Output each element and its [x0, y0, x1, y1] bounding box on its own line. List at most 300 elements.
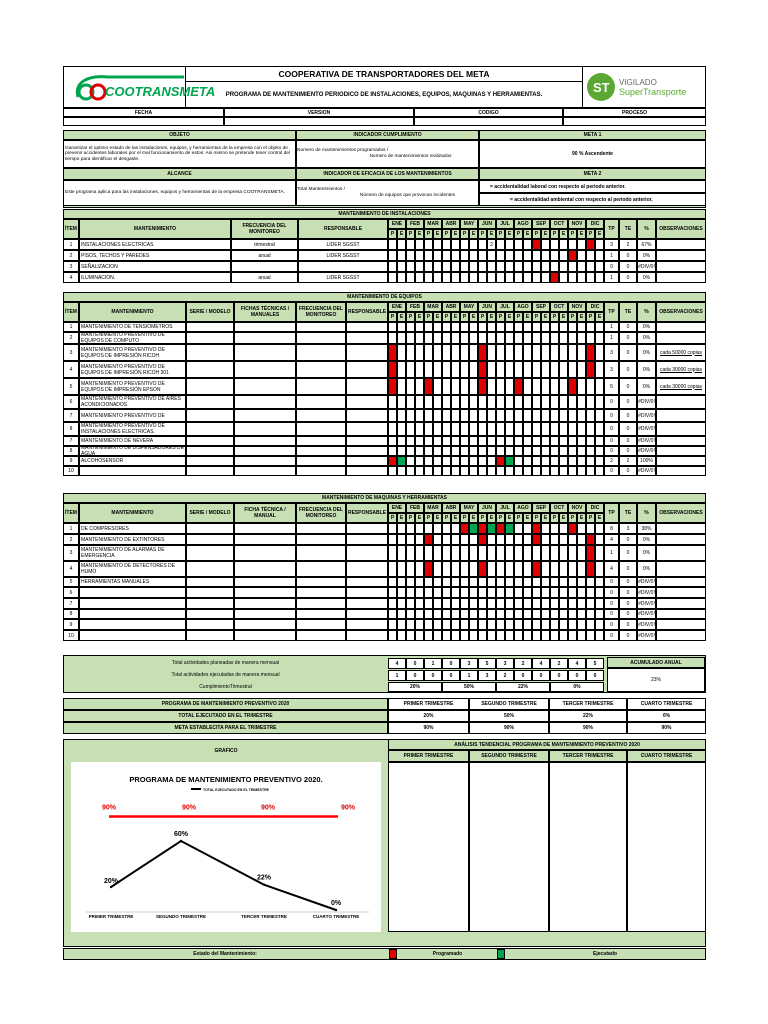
status-cell[interactable] [514, 630, 523, 641]
status-cell[interactable] [550, 409, 559, 422]
status-cell[interactable] [388, 446, 397, 456]
status-cell[interactable] [487, 534, 496, 545]
status-cell[interactable] [460, 587, 469, 598]
status-cell[interactable] [415, 378, 424, 395]
status-cell[interactable] [442, 619, 451, 630]
status-cell[interactable] [451, 619, 460, 630]
status-cell[interactable] [523, 261, 532, 272]
status-cell[interactable] [541, 344, 550, 361]
status-cell[interactable] [595, 361, 604, 378]
status-cell[interactable] [460, 466, 469, 476]
status-cell[interactable] [496, 561, 505, 577]
status-cell[interactable] [388, 272, 397, 283]
row-blank[interactable] [346, 534, 388, 545]
status-cell[interactable] [469, 344, 478, 361]
status-cell[interactable] [523, 322, 532, 332]
status-cell[interactable] [523, 523, 532, 534]
row-blank[interactable] [186, 361, 234, 378]
status-programado[interactable] [532, 523, 541, 534]
status-cell[interactable] [397, 272, 406, 283]
status-cell[interactable] [577, 523, 586, 534]
status-cell[interactable] [505, 598, 514, 609]
status-cell[interactable] [469, 361, 478, 378]
status-programado[interactable] [478, 378, 487, 395]
status-cell[interactable] [424, 630, 433, 641]
status-programado[interactable] [532, 239, 541, 250]
row-blank[interactable] [346, 577, 388, 587]
status-cell[interactable] [442, 261, 451, 272]
status-cell[interactable] [568, 619, 577, 630]
status-cell[interactable] [469, 395, 478, 409]
status-cell[interactable] [496, 598, 505, 609]
status-cell[interactable] [505, 561, 514, 577]
status-cell[interactable] [496, 446, 505, 456]
status-cell[interactable] [397, 344, 406, 361]
status-cell[interactable] [451, 422, 460, 436]
status-cell[interactable] [415, 361, 424, 378]
status-cell[interactable] [550, 456, 559, 466]
status-cell[interactable] [568, 344, 577, 361]
status-cell[interactable] [442, 587, 451, 598]
status-cell[interactable] [550, 577, 559, 587]
row-blank[interactable] [346, 598, 388, 609]
status-cell[interactable] [433, 344, 442, 361]
status-cell[interactable] [568, 272, 577, 283]
row-blank[interactable] [234, 422, 296, 436]
row-blank[interactable] [186, 545, 234, 561]
row-blank[interactable] [186, 422, 234, 436]
status-cell[interactable] [460, 436, 469, 446]
row-blank[interactable] [346, 466, 388, 476]
status-programado[interactable] [478, 361, 487, 378]
status-cell[interactable] [424, 250, 433, 261]
status-cell[interactable] [532, 322, 541, 332]
row-blank[interactable] [234, 456, 296, 466]
status-cell[interactable] [433, 332, 442, 344]
status-cell[interactable] [514, 422, 523, 436]
status-cell[interactable] [442, 466, 451, 476]
status-cell[interactable] [433, 378, 442, 395]
row-blank[interactable] [296, 534, 346, 545]
status-cell[interactable] [397, 395, 406, 409]
status-cell[interactable] [451, 322, 460, 332]
status-cell[interactable] [595, 395, 604, 409]
status-cell[interactable] [388, 466, 397, 476]
row-blank[interactable] [186, 322, 234, 332]
status-cell[interactable] [496, 534, 505, 545]
status-cell[interactable] [433, 409, 442, 422]
status-cell[interactable] [577, 577, 586, 587]
status-cell[interactable] [487, 409, 496, 422]
field-codigo-value[interactable] [414, 117, 563, 126]
status-cell[interactable] [586, 587, 595, 598]
status-cell[interactable] [586, 619, 595, 630]
status-cell[interactable] [559, 332, 568, 344]
status-cell[interactable] [577, 272, 586, 283]
status-cell[interactable] [415, 630, 424, 641]
status-cell[interactable] [505, 261, 514, 272]
status-cell[interactable] [541, 422, 550, 436]
status-cell[interactable] [433, 395, 442, 409]
status-cell[interactable] [469, 561, 478, 577]
status-cell[interactable] [469, 534, 478, 545]
status-cell[interactable] [469, 587, 478, 598]
analisis-quarter-2-body[interactable] [469, 762, 549, 932]
status-cell[interactable] [478, 587, 487, 598]
status-cell[interactable] [523, 361, 532, 378]
status-cell[interactable] [487, 598, 496, 609]
status-cell[interactable] [595, 523, 604, 534]
status-cell[interactable] [415, 409, 424, 422]
row-blank[interactable] [234, 332, 296, 344]
status-cell[interactable] [478, 619, 487, 630]
row-blank[interactable] [234, 322, 296, 332]
status-programado[interactable]: 2 [487, 239, 496, 250]
status-cell[interactable] [496, 272, 505, 283]
status-cell[interactable] [550, 598, 559, 609]
status-cell[interactable] [442, 344, 451, 361]
status-cell[interactable] [478, 395, 487, 409]
status-cell[interactable] [559, 344, 568, 361]
status-cell[interactable] [433, 456, 442, 466]
status-cell[interactable] [559, 250, 568, 261]
status-cell[interactable] [505, 609, 514, 619]
status-cell[interactable] [406, 466, 415, 476]
status-cell[interactable] [487, 619, 496, 630]
row-blank[interactable] [234, 446, 296, 456]
status-cell[interactable] [523, 534, 532, 545]
status-cell[interactable] [433, 261, 442, 272]
status-cell[interactable] [550, 322, 559, 332]
status-cell[interactable] [505, 378, 514, 395]
row-blank[interactable] [186, 378, 234, 395]
status-cell[interactable] [451, 587, 460, 598]
status-cell[interactable] [469, 545, 478, 561]
status-cell[interactable] [595, 422, 604, 436]
status-cell[interactable] [586, 378, 595, 395]
status-cell[interactable] [460, 272, 469, 283]
status-cell[interactable] [442, 322, 451, 332]
status-cell[interactable] [586, 609, 595, 619]
row-blank[interactable] [234, 344, 296, 361]
status-cell[interactable] [442, 446, 451, 456]
row-blank[interactable] [234, 545, 296, 561]
row-blank[interactable] [234, 466, 296, 476]
status-cell[interactable] [496, 378, 505, 395]
status-cell[interactable] [541, 598, 550, 609]
status-cell[interactable] [559, 272, 568, 283]
status-cell[interactable] [595, 577, 604, 587]
status-cell[interactable] [388, 561, 397, 577]
status-cell[interactable] [550, 436, 559, 446]
status-cell[interactable] [577, 466, 586, 476]
status-cell[interactable] [496, 344, 505, 361]
status-cell[interactable] [415, 456, 424, 466]
status-programado[interactable] [568, 523, 577, 534]
status-cell[interactable] [415, 523, 424, 534]
status-cell[interactable] [550, 378, 559, 395]
status-cell[interactable] [550, 466, 559, 476]
status-cell[interactable] [469, 598, 478, 609]
status-cell[interactable] [595, 598, 604, 609]
row-blank[interactable] [234, 378, 296, 395]
status-cell[interactable] [397, 409, 406, 422]
status-cell[interactable] [514, 322, 523, 332]
status-cell[interactable] [424, 598, 433, 609]
status-cell[interactable] [406, 361, 415, 378]
status-cell[interactable] [442, 545, 451, 561]
status-cell[interactable] [433, 422, 442, 436]
status-cell[interactable] [487, 261, 496, 272]
status-cell[interactable] [541, 619, 550, 630]
row-blank[interactable] [346, 322, 388, 332]
status-cell[interactable] [406, 436, 415, 446]
status-cell[interactable] [541, 534, 550, 545]
row-blank[interactable] [346, 446, 388, 456]
row-blank[interactable] [234, 577, 296, 587]
status-cell[interactable] [550, 630, 559, 641]
status-cell[interactable] [424, 619, 433, 630]
row-blank[interactable] [346, 561, 388, 577]
row-blank[interactable] [296, 446, 346, 456]
status-cell[interactable] [397, 332, 406, 344]
status-cell[interactable] [595, 630, 604, 641]
row-blank[interactable] [186, 587, 234, 598]
status-cell[interactable] [478, 239, 487, 250]
status-cell[interactable] [415, 250, 424, 261]
row-blank[interactable] [346, 332, 388, 344]
row-blank[interactable] [186, 436, 234, 446]
row-blank[interactable] [296, 332, 346, 344]
row-blank[interactable] [296, 577, 346, 587]
status-cell[interactable] [532, 446, 541, 456]
status-cell[interactable] [388, 332, 397, 344]
status-cell[interactable] [487, 587, 496, 598]
status-cell[interactable] [469, 609, 478, 619]
status-cell[interactable] [568, 261, 577, 272]
status-cell[interactable] [424, 577, 433, 587]
status-cell[interactable] [469, 456, 478, 466]
status-programado[interactable] [424, 378, 433, 395]
row-blank[interactable] [346, 361, 388, 378]
status-cell[interactable] [451, 577, 460, 587]
status-cell[interactable] [469, 322, 478, 332]
status-cell[interactable] [514, 619, 523, 630]
status-cell[interactable] [577, 545, 586, 561]
status-cell[interactable] [505, 409, 514, 422]
row-blank[interactable] [296, 344, 346, 361]
status-cell[interactable] [523, 436, 532, 446]
status-cell[interactable] [388, 619, 397, 630]
status-cell[interactable] [541, 261, 550, 272]
status-cell[interactable] [424, 261, 433, 272]
status-cell[interactable] [559, 436, 568, 446]
status-cell[interactable] [469, 378, 478, 395]
status-cell[interactable] [586, 577, 595, 587]
status-cell[interactable] [577, 395, 586, 409]
status-cell[interactable] [397, 561, 406, 577]
status-cell[interactable] [415, 577, 424, 587]
status-programado[interactable] [388, 378, 397, 395]
status-cell[interactable] [595, 545, 604, 561]
row-blank[interactable] [186, 630, 234, 641]
status-cell[interactable] [460, 534, 469, 545]
status-cell[interactable] [460, 456, 469, 466]
status-cell[interactable] [424, 446, 433, 456]
status-programado[interactable] [388, 344, 397, 361]
status-cell[interactable] [478, 466, 487, 476]
status-cell[interactable] [541, 609, 550, 619]
status-cell[interactable] [469, 250, 478, 261]
status-cell[interactable] [442, 361, 451, 378]
status-cell[interactable] [523, 630, 532, 641]
status-cell[interactable] [577, 378, 586, 395]
status-programado[interactable] [586, 545, 595, 561]
status-cell[interactable] [478, 272, 487, 283]
status-cell[interactable] [568, 446, 577, 456]
status-cell[interactable] [532, 436, 541, 446]
status-cell[interactable] [388, 409, 397, 422]
status-cell[interactable] [415, 466, 424, 476]
status-cell[interactable] [424, 523, 433, 534]
status-cell[interactable] [532, 409, 541, 422]
status-cell[interactable] [460, 446, 469, 456]
status-cell[interactable] [406, 534, 415, 545]
status-cell[interactable] [523, 561, 532, 577]
status-cell[interactable] [514, 332, 523, 344]
status-cell[interactable] [532, 577, 541, 587]
status-cell[interactable] [559, 239, 568, 250]
status-cell[interactable] [559, 261, 568, 272]
status-cell[interactable] [460, 545, 469, 561]
status-cell[interactable] [415, 587, 424, 598]
row-blank[interactable] [296, 630, 346, 641]
status-cell[interactable] [523, 239, 532, 250]
status-cell[interactable] [433, 561, 442, 577]
status-cell[interactable] [487, 272, 496, 283]
status-cell[interactable] [559, 361, 568, 378]
status-cell[interactable] [514, 239, 523, 250]
row-blank[interactable] [296, 466, 346, 476]
status-cell[interactable] [415, 422, 424, 436]
status-cell[interactable] [595, 322, 604, 332]
status-cell[interactable] [532, 395, 541, 409]
status-cell[interactable] [559, 619, 568, 630]
status-cell[interactable] [541, 446, 550, 456]
status-cell[interactable] [514, 577, 523, 587]
status-cell[interactable] [559, 395, 568, 409]
status-cell[interactable] [406, 587, 415, 598]
status-cell[interactable] [424, 332, 433, 344]
status-ejecutado[interactable] [469, 523, 478, 534]
status-cell[interactable] [451, 272, 460, 283]
status-cell[interactable] [577, 322, 586, 332]
status-cell[interactable] [550, 534, 559, 545]
status-cell[interactable] [577, 436, 586, 446]
status-cell[interactable] [586, 523, 595, 534]
status-cell[interactable] [451, 446, 460, 456]
status-cell[interactable] [595, 534, 604, 545]
status-cell[interactable] [451, 261, 460, 272]
status-cell[interactable] [595, 436, 604, 446]
status-cell[interactable] [397, 545, 406, 561]
status-cell[interactable] [505, 577, 514, 587]
status-cell[interactable] [595, 619, 604, 630]
status-cell[interactable] [496, 395, 505, 409]
status-cell[interactable] [505, 332, 514, 344]
status-programado[interactable] [478, 523, 487, 534]
status-cell[interactable] [568, 587, 577, 598]
status-cell[interactable] [451, 466, 460, 476]
status-cell[interactable] [451, 250, 460, 261]
status-cell[interactable] [397, 619, 406, 630]
status-cell[interactable] [532, 630, 541, 641]
status-programado[interactable] [586, 534, 595, 545]
row-blank[interactable] [346, 630, 388, 641]
status-cell[interactable] [505, 534, 514, 545]
status-cell[interactable] [442, 332, 451, 344]
status-cell[interactable] [532, 545, 541, 561]
status-cell[interactable] [415, 598, 424, 609]
status-cell[interactable] [496, 630, 505, 641]
status-cell[interactable] [388, 598, 397, 609]
status-cell[interactable] [577, 587, 586, 598]
status-cell[interactable] [451, 630, 460, 641]
status-cell[interactable] [514, 523, 523, 534]
status-cell[interactable] [559, 322, 568, 332]
status-cell[interactable] [559, 446, 568, 456]
status-cell[interactable] [532, 344, 541, 361]
status-cell[interactable] [523, 609, 532, 619]
status-cell[interactable] [550, 545, 559, 561]
status-cell[interactable] [577, 332, 586, 344]
status-cell[interactable] [523, 598, 532, 609]
status-cell[interactable] [559, 456, 568, 466]
status-cell[interactable] [550, 561, 559, 577]
status-cell[interactable] [397, 577, 406, 587]
status-cell[interactable] [541, 272, 550, 283]
status-cell[interactable] [496, 587, 505, 598]
status-cell[interactable] [550, 422, 559, 436]
status-cell[interactable] [415, 395, 424, 409]
status-cell[interactable] [451, 361, 460, 378]
status-cell[interactable] [514, 436, 523, 446]
row-blank[interactable] [234, 361, 296, 378]
status-cell[interactable] [388, 630, 397, 641]
status-cell[interactable] [478, 545, 487, 561]
status-cell[interactable] [586, 395, 595, 409]
status-cell[interactable] [406, 523, 415, 534]
row-blank[interactable] [186, 523, 234, 534]
status-cell[interactable] [586, 261, 595, 272]
row-blank[interactable] [346, 456, 388, 466]
status-cell[interactable] [541, 561, 550, 577]
status-cell[interactable] [478, 261, 487, 272]
status-cell[interactable] [424, 456, 433, 466]
status-cell[interactable] [406, 422, 415, 436]
status-cell[interactable] [595, 261, 604, 272]
status-cell[interactable] [460, 250, 469, 261]
status-cell[interactable] [559, 534, 568, 545]
status-cell[interactable] [577, 630, 586, 641]
status-cell[interactable] [523, 344, 532, 361]
status-cell[interactable] [442, 422, 451, 436]
status-cell[interactable] [505, 395, 514, 409]
status-cell[interactable] [406, 630, 415, 641]
status-cell[interactable] [433, 250, 442, 261]
status-cell[interactable] [451, 344, 460, 361]
status-cell[interactable] [550, 344, 559, 361]
